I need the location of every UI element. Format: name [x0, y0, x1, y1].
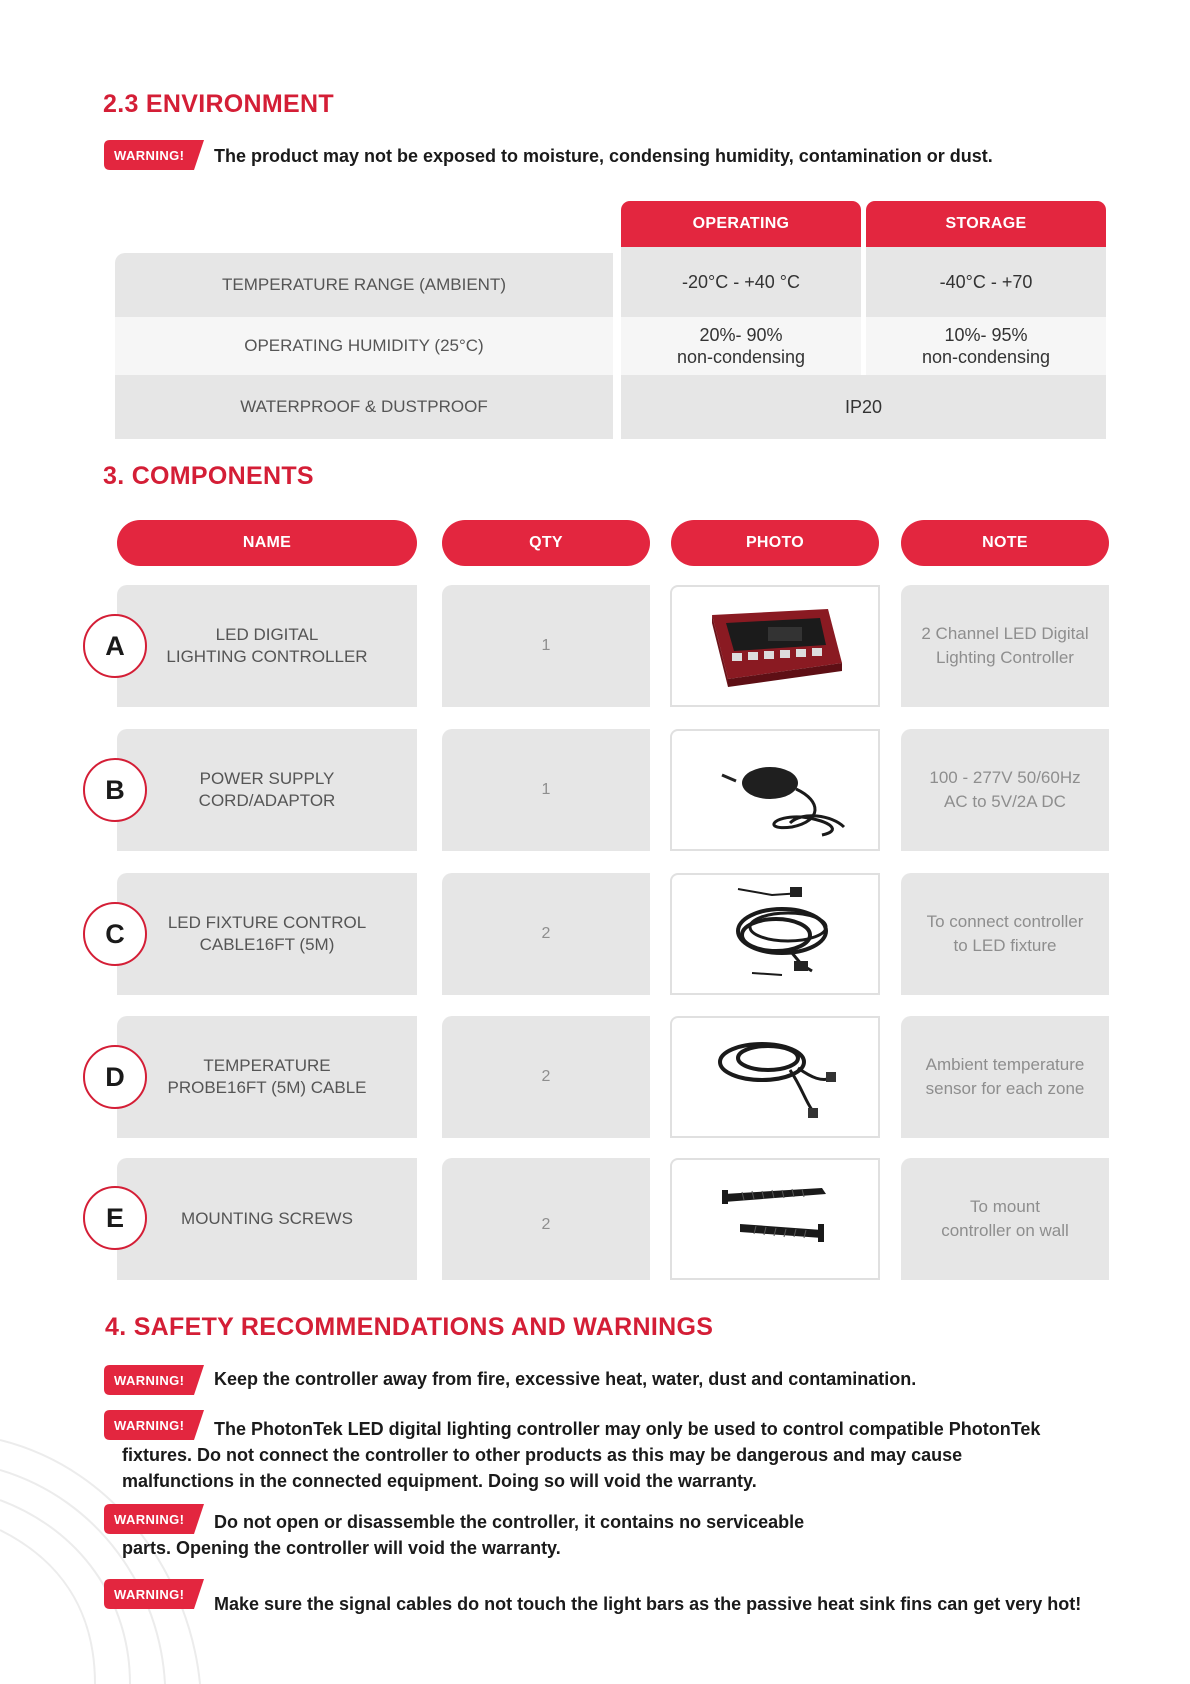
environment-warning-text: The product may not be exposed to moisture, condensing humidity, contamination or dust. [214, 146, 993, 166]
power-adapter-photo [670, 729, 880, 851]
component-name: TEMPERATURE PROBE16FT (5M) CABLE [117, 1016, 417, 1138]
component-qty: 2 [442, 1158, 650, 1280]
safety-warning-text: Keep the controller away from fire, excessive heat, water, dust and contamination. [214, 1369, 917, 1389]
components-header-photo: PHOTO [671, 520, 879, 566]
probe-cable-photo [670, 1016, 880, 1138]
warning-tag: WARNING! [104, 1504, 204, 1534]
component-name: LED FIXTURE CONTROL CABLE16FT (5M) [117, 873, 417, 995]
safety-warning-text: The PhotonTek LED digital lighting controller may only be used to control compatible PhotonTek fixtures. Do not connect the controller to other products as this may be dangerous and may cause malfunctions in the connected equipment. Doing so will void the warranty. [122, 1419, 1041, 1491]
env-combined-value: IP20 [621, 375, 1106, 439]
component-note: To connect controller to LED fixture [901, 873, 1109, 995]
component-qty: 1 [442, 729, 650, 851]
section-title-environment: 2.3 ENVIRONMENT [103, 90, 334, 118]
env-row-label: WATERPROOF & DUSTPROOF [115, 375, 613, 439]
component-note: To mount controller on wall [901, 1158, 1109, 1280]
controller-photo [670, 585, 880, 707]
components-header-name: NAME [117, 520, 417, 566]
component-name: LED DIGITAL LIGHTING CONTROLLER [117, 585, 417, 707]
component-qty: 2 [442, 1016, 650, 1138]
env-storage-value: 10%- 95% non-condensing [866, 317, 1106, 375]
env-storage-value: -40°C - +70 [866, 247, 1106, 317]
screws-photo [670, 1158, 880, 1280]
env-row-label: TEMPERATURE RANGE (AMBIENT) [115, 253, 613, 317]
env-operating-value: 20%- 90% non-condensing [621, 317, 861, 375]
env-operating-value: -20°C - +40 °C [621, 247, 861, 317]
component-letter-badge: C [83, 902, 147, 966]
components-header-qty: QTY [442, 520, 650, 566]
section-title-components: 3. COMPONENTS [103, 462, 314, 490]
component-letter-badge: E [83, 1186, 147, 1250]
component-qty: 2 [442, 873, 650, 995]
warning-tag: WARNING! [104, 1579, 204, 1609]
component-note: 100 - 277V 50/60Hz AC to 5V/2A DC [901, 729, 1109, 851]
component-name: POWER SUPPLY CORD/ADAPTOR [117, 729, 417, 851]
env-header-storage: STORAGE [866, 201, 1106, 247]
safety-warning-text: Do not open or disassemble the controller, it contains no serviceable parts. Opening the controller will void the warranty. [122, 1512, 805, 1558]
warning-tag: WARNING! [104, 140, 204, 170]
component-letter-badge: B [83, 758, 147, 822]
section-title-safety: 4. SAFETY RECOMMENDATIONS AND WARNINGS [105, 1313, 714, 1341]
warning-tag: WARNING! [104, 1365, 204, 1395]
warning-tag: WARNING! [104, 1410, 204, 1440]
component-name: MOUNTING SCREWS [117, 1158, 417, 1280]
component-qty: 1 [442, 585, 650, 707]
component-letter-badge: A [83, 614, 147, 678]
safety-warning-text: Make sure the signal cables do not touch the light bars as the passive heat sink fins can get very hot! [214, 1594, 1082, 1614]
component-letter-badge: D [83, 1045, 147, 1109]
env-header-operating: OPERATING [621, 201, 861, 247]
component-note: Ambient temperature sensor for each zone [901, 1016, 1109, 1138]
components-header-note: NOTE [901, 520, 1109, 566]
env-row-label: OPERATING HUMIDITY (25°C) [115, 317, 613, 375]
component-note: 2 Channel LED Digital Lighting Controller [901, 585, 1109, 707]
control-cable-photo [670, 873, 880, 995]
